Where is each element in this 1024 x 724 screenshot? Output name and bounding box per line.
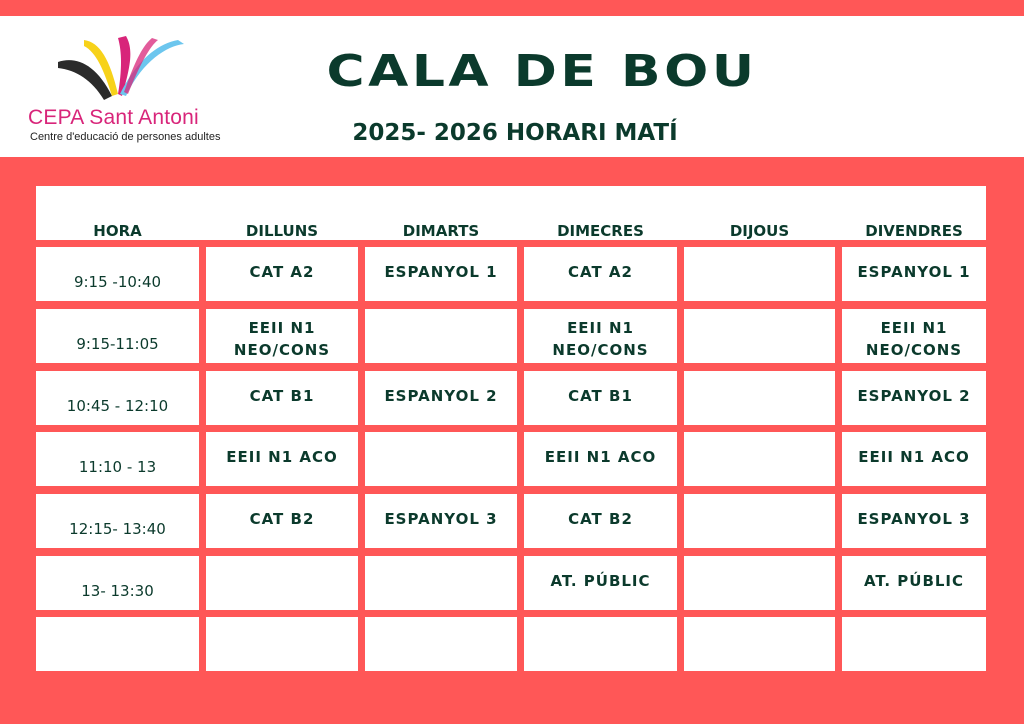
schedule-cell — [206, 556, 358, 610]
hour-label: 11:10 - 13 — [78, 458, 157, 476]
class-label: EEII N1 ACO — [544, 448, 657, 466]
class-label: ESPANYOL 2 — [857, 387, 971, 405]
schedule-cell — [365, 432, 517, 486]
schedule-cell — [365, 617, 517, 671]
hour-label: 9:15 -10:40 — [73, 273, 162, 291]
class-label: EEII N1 NEO/CONS — [233, 319, 331, 359]
schedule-cell — [684, 617, 835, 671]
schedule-cell — [842, 617, 986, 671]
class-label: CAT B1 — [568, 387, 633, 405]
column-header: DILLUNS — [245, 222, 319, 240]
schedule-cell — [684, 371, 835, 425]
page-subtitle: 2025- 2026 HORARI MATÍ — [352, 120, 678, 146]
schedule-cell — [365, 556, 517, 610]
class-label: ESPANYOL 3 — [384, 510, 498, 528]
column-header: DIMARTS — [402, 222, 480, 240]
hour-cell — [36, 617, 199, 671]
hour-label: 13- 13:30 — [81, 582, 154, 600]
class-label: EEII N1 ACO — [858, 448, 970, 466]
class-label: CAT B1 — [249, 387, 315, 405]
class-label: AT. PÚBLIC — [550, 572, 651, 590]
hour-label: 10:45 - 12:10 — [66, 397, 169, 415]
class-label: AT. PÚBLIC — [863, 572, 965, 590]
column-header: HORA — [93, 222, 142, 240]
column-header: DIMECRES — [557, 222, 644, 240]
class-label: ESPANYOL 3 — [857, 510, 971, 528]
logo-name: CEPA Sant Antoni — [28, 106, 199, 129]
schedule-cell — [684, 309, 835, 363]
schedule-cell — [684, 432, 835, 486]
class-label: CAT B2 — [568, 510, 633, 528]
hour-label: 12:15- 13:40 — [69, 520, 166, 538]
class-label: EEII N1 NEO/CONS — [552, 319, 649, 359]
schedule-cell — [684, 494, 835, 548]
class-label: CAT B2 — [249, 510, 315, 528]
schedule-cell — [684, 247, 835, 301]
column-header: DIJOUS — [729, 222, 790, 240]
class-label: ESPANYOL 1 — [857, 263, 971, 281]
class-label: ESPANYOL 1 — [384, 263, 498, 281]
logo-subtitle: Centre d'educació de persones adultes — [30, 131, 221, 143]
column-header: DIVENDRES — [865, 222, 963, 240]
class-label: EEII N1 ACO — [226, 448, 338, 466]
class-label: ESPANYOL 2 — [384, 387, 498, 405]
schedule-cell — [206, 617, 358, 671]
class-label: EEII N1 NEO/CONS — [865, 319, 963, 359]
hour-label: 9:15-11:05 — [76, 335, 159, 353]
schedule-cell — [524, 617, 677, 671]
schedule-cell — [684, 556, 835, 610]
page-title: CALA DE BOU — [326, 46, 758, 97]
schedule-cell — [365, 309, 517, 363]
class-label: CAT A2 — [249, 263, 315, 281]
class-label: CAT A2 — [568, 263, 633, 281]
